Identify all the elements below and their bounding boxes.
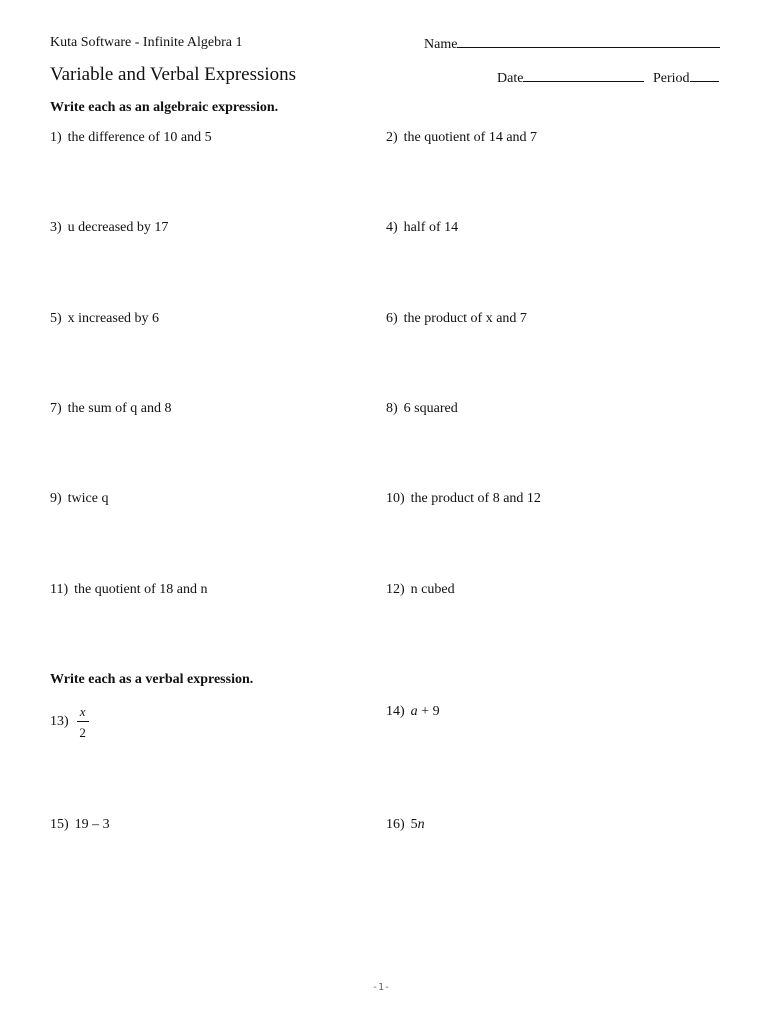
problem-number: 14) xyxy=(386,704,405,719)
problem-number: 11) xyxy=(50,582,69,597)
problem-number: 8) xyxy=(386,401,398,416)
problem-8 xyxy=(386,401,458,417)
problem-text: half of 14 xyxy=(403,220,459,235)
problem-text: the difference of 10 and 5 xyxy=(67,130,212,145)
problem-text: the quotient of 14 and 7 xyxy=(403,130,538,145)
problem-text: the sum of q and 8 xyxy=(67,401,172,416)
page-number: -1- xyxy=(372,982,391,993)
problem-7 xyxy=(50,401,172,417)
problem-16 xyxy=(386,817,425,833)
problem-5 xyxy=(50,311,159,327)
date-blank[interactable] xyxy=(523,69,644,82)
problem-4 xyxy=(386,220,458,236)
problem-text: n cubed xyxy=(410,582,455,597)
period-label: Period xyxy=(653,71,690,86)
problem-text: x increased by 6 xyxy=(67,311,160,326)
expression-variable: n xyxy=(417,817,425,832)
fraction-numerator: x xyxy=(79,704,86,719)
problem-number: 4) xyxy=(386,220,398,235)
problem-number: 16) xyxy=(386,817,405,832)
problem-number: 2) xyxy=(386,130,398,145)
fraction xyxy=(77,705,89,739)
period-blank[interactable] xyxy=(690,69,719,82)
period-field[interactable] xyxy=(653,69,719,87)
date-label: Date xyxy=(497,71,524,86)
problem-10 xyxy=(386,491,541,507)
problem-6 xyxy=(386,311,527,327)
expression-text: 19 – 3 xyxy=(74,817,110,832)
problem-number: 13) xyxy=(50,714,69,729)
problem-2 xyxy=(386,130,537,146)
problem-number: 10) xyxy=(386,491,405,506)
problem-12 xyxy=(386,582,455,598)
problem-13 xyxy=(50,705,89,739)
date-field[interactable] xyxy=(497,69,644,87)
problem-15 xyxy=(50,817,110,833)
problem-number: 1) xyxy=(50,130,62,145)
problem-number: 15) xyxy=(50,817,69,832)
name-field[interactable] xyxy=(424,35,720,53)
expression-variable: a xyxy=(410,704,418,719)
problem-number: 6) xyxy=(386,311,398,326)
problem-number: 3) xyxy=(50,220,62,235)
problem-14 xyxy=(386,704,440,720)
problem-text: the product of x and 7 xyxy=(403,311,527,326)
problem-text: twice q xyxy=(67,491,109,506)
problem-text: 6 squared xyxy=(403,401,458,416)
problem-text: the product of 8 and 12 xyxy=(410,491,541,506)
problem-number: 9) xyxy=(50,491,62,506)
problem-text: the quotient of 18 and n xyxy=(74,582,208,597)
name-label: Name xyxy=(424,37,458,52)
problem-3 xyxy=(50,220,168,236)
expression-rest: + 9 xyxy=(417,704,440,719)
worksheet-title: Variable and Verbal Expressions xyxy=(50,64,297,85)
problem-number: 7) xyxy=(50,401,62,416)
instruction-algebraic: Write each as an algebraic expression. xyxy=(50,100,279,115)
problem-number: 5) xyxy=(50,311,62,326)
name-blank[interactable] xyxy=(457,35,720,48)
software-label: Kuta Software - Infinite Algebra 1 xyxy=(50,35,243,50)
problem-11 xyxy=(50,582,208,598)
problem-number: 12) xyxy=(386,582,405,597)
instruction-verbal: Write each as a verbal expression. xyxy=(50,672,254,687)
expression-coefficient: 5 xyxy=(410,817,418,832)
problem-text: u decreased by 17 xyxy=(67,220,169,235)
fraction-denominator: 2 xyxy=(79,725,86,740)
problem-1 xyxy=(50,130,212,146)
problem-9 xyxy=(50,491,109,507)
